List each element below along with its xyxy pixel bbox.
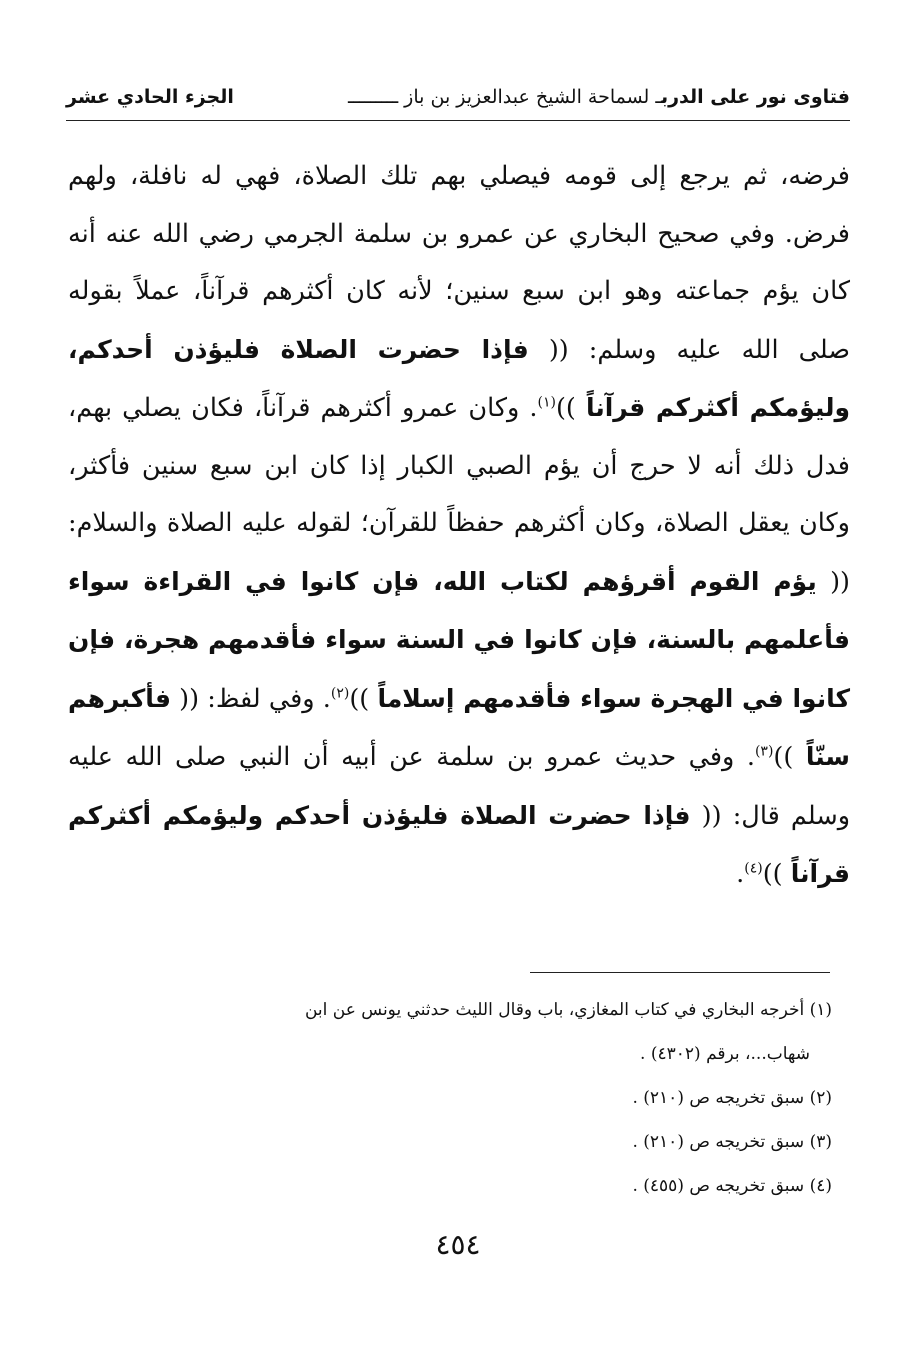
footnote-separator [530,972,830,973]
header-book-title [348,86,850,108]
footnote-1 [62,988,832,1076]
footnote-text: (٢) سبق تخريجه ص (٢١٠) . [632,1088,832,1108]
header-title: فتاوى نور على الدرب [660,86,850,108]
footnote-text: شهاب...، برقم (٤٣٠٢) . [640,1044,810,1064]
footnotes [62,988,832,1208]
text-segment: فرضه، ثم يرجع إلى قومه فيصلي بهم تلك الصلاة، فهي له نافلة، ولهم فرض. وفي صحيح البخاري عن عمرو بن سلمة الجرمي رضي الله عنه أنه كان يؤم جماعته وهو ابن سبع سنين؛ لأنه كان أكثرهم قرآناً، عملاً بقوله صلى الله عليه وسلم: (( [68,161,850,365]
footnote-text: (٤) سبق تخريجه ص (٤٥٥) . [632,1176,832,1196]
footnote-3 [62,1120,832,1164]
header-volume: الجزء الحادي عشر [66,86,234,108]
hadith-quote: فأكبرهم سنّاً [68,683,851,771]
text-segment: )) [349,683,370,714]
text-segment: )) [773,742,794,772]
hadith-quote: يؤم القوم أقرؤهم لكتاب الله، فإن كانوا في القراءة سواء فأعلمهم بالسنة، فإن كانوا في السنة سواء فأقدمهم هجرة، فإن كانوا في الهجرة سواء فأقدمهم إسلاماً [68,566,851,713]
text-segment: )) [762,859,783,889]
footnote-2 [62,1076,832,1120]
footnote-ref[interactable]: (٤) [744,860,763,877]
footnote-ref[interactable]: (١) [537,394,556,411]
text-segment: . وكان عمرو أكثرهم قرآناً، فكان يصلي بهم، فدل ذلك أنه لا حرج أن يؤم الصبي الكبار إذا كان ابن سبع سنين فأكثر، وكان يعقل الصلاة، وكان أكثرهم حفظاً للقرآن؛ لقوله عليه الصلاة والسلام: (( [68,393,850,597]
text-segment: )) [555,393,576,423]
text-segment: . وفي لفظ: (( [179,683,331,714]
footnote-text: (١) أخرجه البخاري في كتاب المغازي، باب وقال الليث حدثني يونس عن ابن [304,1000,832,1020]
footnote-4 [62,1164,832,1208]
text-segment: . وفي حديث عمرو بن سلمة عن أبيه أن النبي صلى الله عليه وسلم قال: (( [68,742,851,831]
hadith-quote: فإذا حضرت الصلاة فليؤذن أحدكم، وليؤمكم أكثركم قرآناً [68,334,850,422]
footnote-ref[interactable]: (٣) [754,743,774,760]
footnote-ref[interactable]: (٢) [330,685,350,701]
footnote-text: (٣) سبق تخريجه ص (٢١٠) . [632,1132,832,1152]
hadith-quote: فإذا حضرت الصلاة فليؤذن أحدكم وليؤمكم أكثركم قرآناً [68,800,850,888]
text-segment: . [736,859,745,889]
main-text [68,148,850,904]
page-number: ٤٥٤ [435,1228,481,1261]
running-header [66,80,850,121]
header-author: ـ لسماحة الشيخ عبدالعزيز بن باز ـــــــــ [348,86,661,108]
